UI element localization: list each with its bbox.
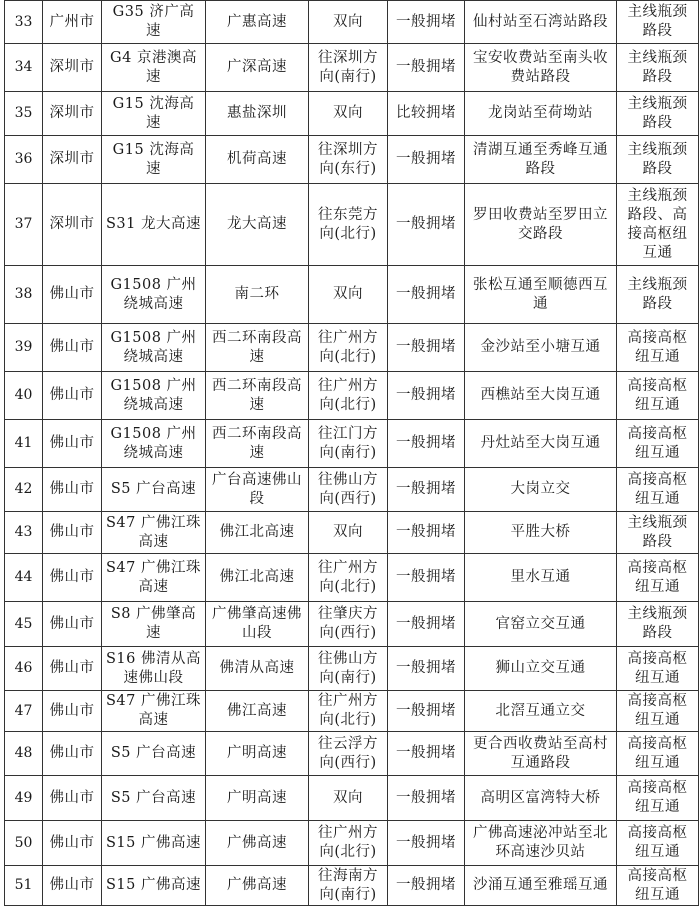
bottleneck-type-cell: 高接高枢纽互通: [617, 468, 699, 512]
city-cell: 佛山市: [43, 512, 102, 554]
row-number-cell: 42: [5, 468, 43, 512]
direction-cell: 往海南方向(南行): [309, 866, 388, 906]
direction-cell: 往深圳方向(东行): [309, 136, 388, 184]
section-cell: 广明高速: [206, 776, 309, 821]
row-number-cell: 44: [5, 554, 43, 602]
row-number-cell: 38: [5, 266, 43, 324]
city-cell: 佛山市: [43, 866, 102, 906]
bottleneck-type-cell: 主线瓶颈路段: [617, 266, 699, 324]
city-cell: 佛山市: [43, 821, 102, 866]
location-cell: 张松互通至顺德西互通: [465, 266, 617, 324]
bottleneck-type-cell: 主线瓶颈路段: [617, 44, 699, 92]
table-row: [5, 468, 699, 512]
congestion-level-cell: 一般拥堵: [388, 691, 465, 732]
city-cell: 佛山市: [43, 468, 102, 512]
city-cell: 深圳市: [43, 184, 102, 266]
section-cell: 广佛肇高速佛山段: [206, 602, 309, 647]
bottleneck-type-cell: 主线瓶颈路段: [617, 512, 699, 554]
row-number-cell: 36: [5, 136, 43, 184]
congestion-level-cell: 一般拥堵: [388, 732, 465, 776]
section-cell: 广明高速: [206, 732, 309, 776]
row-number-cell: 45: [5, 602, 43, 647]
road-name-cell: G1508 广州绕城高速: [102, 372, 206, 420]
city-cell: 佛山市: [43, 691, 102, 732]
congestion-level-cell: 一般拥堵: [388, 602, 465, 647]
direction-cell: 往佛山方向(西行): [309, 468, 388, 512]
bottleneck-type-cell: 高接高枢纽互通: [617, 776, 699, 821]
road-name-cell: S47 广佛江珠高速: [102, 554, 206, 602]
row-number-cell: 37: [5, 184, 43, 266]
direction-cell: 往肇庆方向(西行): [309, 602, 388, 647]
city-cell: 广州市: [43, 1, 102, 44]
row-number-cell: 33: [5, 1, 43, 44]
section-cell: 佛清从高速: [206, 647, 309, 691]
road-name-cell: S47 广佛江珠高速: [102, 512, 206, 554]
congestion-level-cell: 一般拥堵: [388, 1, 465, 44]
location-cell: 仙村站至石湾站路段: [465, 1, 617, 44]
location-cell: 更合西收费站至高村互通路段: [465, 732, 617, 776]
location-cell: 沙涌互通至雅瑶互通: [465, 866, 617, 906]
location-cell: 宝安收费站至南头收费站路段: [465, 44, 617, 92]
row-number-cell: 49: [5, 776, 43, 821]
table-row: [5, 184, 699, 266]
table-row: [5, 554, 699, 602]
row-number-cell: 34: [5, 44, 43, 92]
location-cell: 官窑立交互通: [465, 602, 617, 647]
section-cell: 佛江北高速: [206, 554, 309, 602]
road-name-cell: S5 广台高速: [102, 732, 206, 776]
direction-cell: 往广州方向(北行): [309, 324, 388, 372]
bottleneck-type-cell: 主线瓶颈路段: [617, 136, 699, 184]
bottleneck-type-cell: 主线瓶颈路段: [617, 1, 699, 44]
section-cell: 西二环南段高速: [206, 372, 309, 420]
city-cell: 深圳市: [43, 44, 102, 92]
row-number-cell: 40: [5, 372, 43, 420]
location-cell: 西樵站至大岗互通: [465, 372, 617, 420]
section-cell: 广佛高速: [206, 821, 309, 866]
congestion-level-cell: 一般拥堵: [388, 372, 465, 420]
table-row: [5, 821, 699, 866]
road-name-cell: G15 沈海高速: [102, 136, 206, 184]
location-cell: 广佛高速泌冲站至北环高速沙贝站: [465, 821, 617, 866]
section-cell: 佛江北高速: [206, 512, 309, 554]
direction-cell: 往东莞方向(北行): [309, 184, 388, 266]
direction-cell: 往佛山方向(南行): [309, 647, 388, 691]
city-cell: 佛山市: [43, 647, 102, 691]
row-number-cell: 46: [5, 647, 43, 691]
section-cell: 广惠高速: [206, 1, 309, 44]
road-name-cell: S15 广佛高速: [102, 866, 206, 906]
section-cell: 龙大高速: [206, 184, 309, 266]
congestion-level-cell: 一般拥堵: [388, 136, 465, 184]
table-row: [5, 44, 699, 92]
congestion-level-cell: 比较拥堵: [388, 92, 465, 136]
direction-cell: 往广州方向(北行): [309, 554, 388, 602]
city-cell: 佛山市: [43, 324, 102, 372]
bottleneck-type-cell: 主线瓶颈路段: [617, 92, 699, 136]
city-cell: 佛山市: [43, 776, 102, 821]
row-number-cell: 35: [5, 92, 43, 136]
table-row: [5, 647, 699, 691]
bottleneck-type-cell: 高接高枢纽互通: [617, 732, 699, 776]
location-cell: 平胜大桥: [465, 512, 617, 554]
road-name-cell: S8 广佛肇高速: [102, 602, 206, 647]
road-name-cell: S16 佛清从高速佛山段: [102, 647, 206, 691]
congestion-level-cell: 一般拥堵: [388, 324, 465, 372]
bottleneck-type-cell: 高接高枢纽互通: [617, 324, 699, 372]
row-number-cell: 39: [5, 324, 43, 372]
direction-cell: 往云浮方向(西行): [309, 732, 388, 776]
table-row: [5, 691, 699, 732]
location-cell: 丹灶站至大岗互通: [465, 420, 617, 468]
road-name-cell: G1508 广州绕城高速: [102, 266, 206, 324]
bottleneck-type-cell: 高接高枢纽互通: [617, 420, 699, 468]
congestion-level-cell: 一般拥堵: [388, 468, 465, 512]
row-number-cell: 43: [5, 512, 43, 554]
congestion-level-cell: 一般拥堵: [388, 420, 465, 468]
bottleneck-type-cell: 高接高枢纽互通: [617, 691, 699, 732]
bottleneck-type-cell: 高接高枢纽互通: [617, 647, 699, 691]
section-cell: 西二环南段高速: [206, 324, 309, 372]
bottleneck-type-cell: 高接高枢纽互通: [617, 866, 699, 906]
direction-cell: 双向: [309, 1, 388, 44]
table-row: [5, 92, 699, 136]
city-cell: 佛山市: [43, 420, 102, 468]
road-name-cell: S5 广台高速: [102, 776, 206, 821]
direction-cell: 双向: [309, 266, 388, 324]
table-row: [5, 420, 699, 468]
direction-cell: 双向: [309, 512, 388, 554]
table-row: [5, 136, 699, 184]
row-number-cell: 51: [5, 866, 43, 906]
congestion-level-cell: 一般拥堵: [388, 512, 465, 554]
bottleneck-type-cell: 主线瓶颈路段: [617, 602, 699, 647]
city-cell: 佛山市: [43, 372, 102, 420]
direction-cell: 往深圳方向(南行): [309, 44, 388, 92]
section-cell: 机荷高速: [206, 136, 309, 184]
road-name-cell: G1508 广州绕城高速: [102, 324, 206, 372]
congestion-level-cell: 一般拥堵: [388, 866, 465, 906]
city-cell: 佛山市: [43, 554, 102, 602]
table-row: [5, 732, 699, 776]
location-cell: 北滘互通立交: [465, 691, 617, 732]
congestion-level-cell: 一般拥堵: [388, 554, 465, 602]
direction-cell: 往江门方向(南行): [309, 420, 388, 468]
direction-cell: 往广州方向(北行): [309, 821, 388, 866]
congestion-level-cell: 一般拥堵: [388, 184, 465, 266]
direction-cell: 双向: [309, 92, 388, 136]
congestion-level-cell: 一般拥堵: [388, 44, 465, 92]
location-cell: 龙岗站至荷坳站: [465, 92, 617, 136]
bottleneck-type-cell: 高接高枢纽互通: [617, 554, 699, 602]
row-number-cell: 47: [5, 691, 43, 732]
direction-cell: 往广州方向(北行): [309, 372, 388, 420]
row-number-cell: 48: [5, 732, 43, 776]
congestion-table: [4, 0, 699, 906]
section-cell: 南二环: [206, 266, 309, 324]
bottleneck-type-cell: 高接高枢纽互通: [617, 372, 699, 420]
city-cell: 深圳市: [43, 92, 102, 136]
location-cell: 里水互通: [465, 554, 617, 602]
bottleneck-type-cell: 高接高枢纽互通: [617, 821, 699, 866]
section-cell: 西二环南段高速: [206, 420, 309, 468]
section-cell: 广佛高速: [206, 866, 309, 906]
table-row: [5, 266, 699, 324]
location-cell: 金沙站至小塘互通: [465, 324, 617, 372]
road-name-cell: S15 广佛高速: [102, 821, 206, 866]
road-name-cell: G15 沈海高速: [102, 92, 206, 136]
location-cell: 高明区富湾特大桥: [465, 776, 617, 821]
road-name-cell: G1508 广州绕城高速: [102, 420, 206, 468]
city-cell: 深圳市: [43, 136, 102, 184]
location-cell: 狮山立交互通: [465, 647, 617, 691]
section-cell: 佛江高速: [206, 691, 309, 732]
road-name-cell: S5 广台高速: [102, 468, 206, 512]
location-cell: 罗田收费站至罗田立交路段: [465, 184, 617, 266]
section-cell: 惠盐深圳: [206, 92, 309, 136]
table-body: [5, 1, 699, 906]
table-row: [5, 512, 699, 554]
congestion-level-cell: 一般拥堵: [388, 821, 465, 866]
congestion-level-cell: 一般拥堵: [388, 776, 465, 821]
road-name-cell: S47 广佛江珠高速: [102, 691, 206, 732]
table-row: [5, 866, 699, 906]
direction-cell: 往广州方向(北行): [309, 691, 388, 732]
road-name-cell: G35 济广高速: [102, 1, 206, 44]
section-cell: 广台高速佛山段: [206, 468, 309, 512]
table-row: [5, 372, 699, 420]
location-cell: 大岗立交: [465, 468, 617, 512]
congestion-level-cell: 一般拥堵: [388, 266, 465, 324]
city-cell: 佛山市: [43, 266, 102, 324]
direction-cell: 双向: [309, 776, 388, 821]
city-cell: 佛山市: [43, 732, 102, 776]
table-row: [5, 776, 699, 821]
bottleneck-type-cell: 主线瓶颈路段、高接高枢纽互通: [617, 184, 699, 266]
table-row: [5, 324, 699, 372]
row-number-cell: 50: [5, 821, 43, 866]
location-cell: 清湖互通至秀峰互通路段: [465, 136, 617, 184]
row-number-cell: 41: [5, 420, 43, 468]
city-cell: 佛山市: [43, 602, 102, 647]
road-name-cell: S31 龙大高速: [102, 184, 206, 266]
table-row: [5, 1, 699, 44]
section-cell: 广深高速: [206, 44, 309, 92]
road-name-cell: G4 京港澳高速: [102, 44, 206, 92]
congestion-level-cell: 一般拥堵: [388, 647, 465, 691]
table-row: [5, 602, 699, 647]
